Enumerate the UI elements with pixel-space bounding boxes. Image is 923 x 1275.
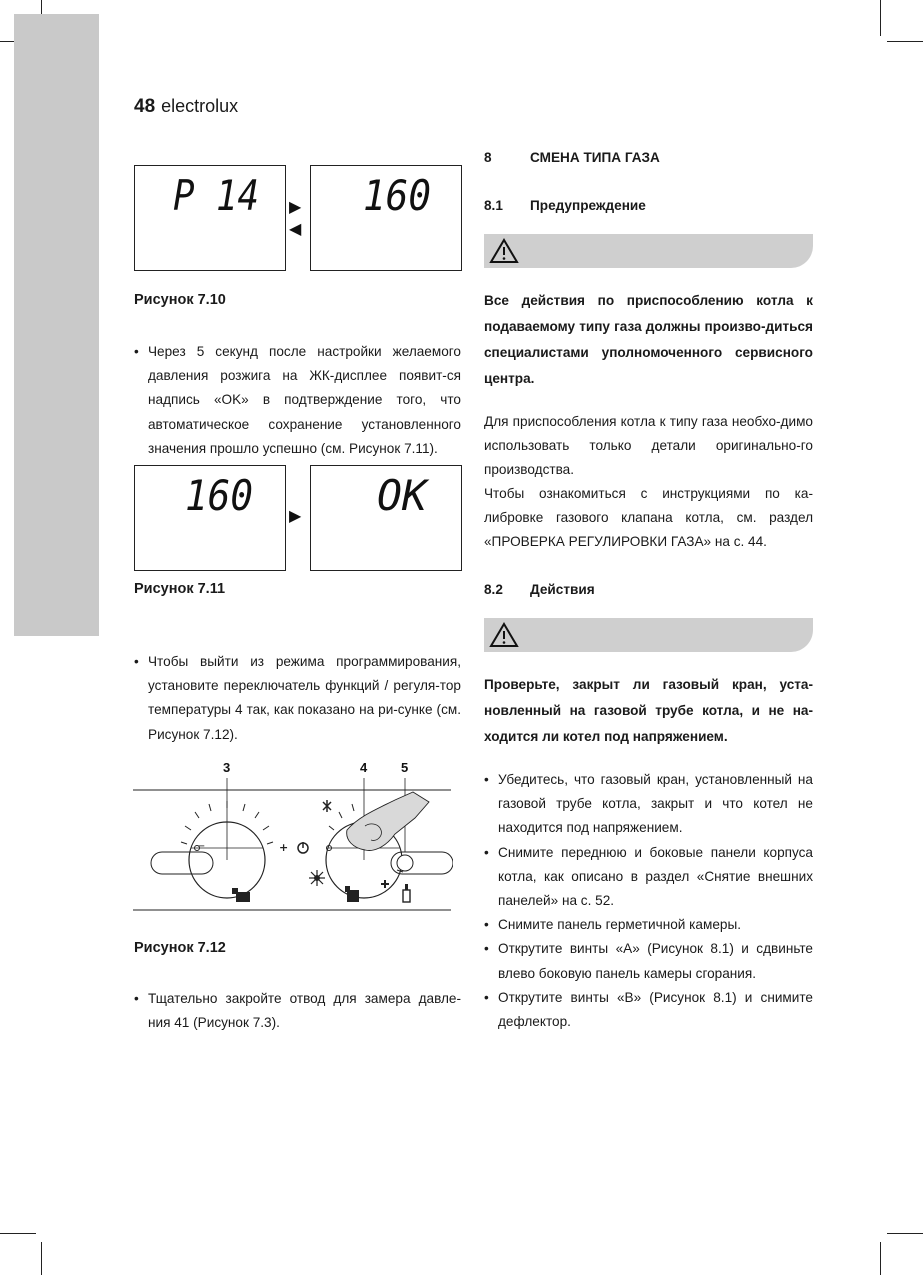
tap-icon bbox=[232, 888, 250, 902]
callout-label-5: 5 bbox=[401, 760, 409, 775]
lcd-display-left bbox=[134, 165, 286, 271]
control-panel-diagram bbox=[133, 756, 453, 921]
bullet-paragraph bbox=[134, 650, 461, 747]
arrow-right-icon: ▶ bbox=[289, 508, 302, 525]
lcd-value: OK bbox=[377, 471, 430, 520]
lcd-display-left bbox=[134, 465, 286, 571]
reset-button-dot bbox=[397, 855, 413, 871]
section-number: 8 bbox=[484, 150, 492, 165]
figure-caption: Рисунок 7.11 bbox=[134, 581, 226, 597]
lcd-value: 160 bbox=[185, 471, 253, 520]
section-title: Предупреждение bbox=[530, 198, 646, 213]
subsection-heading bbox=[484, 582, 595, 597]
crop-mark bbox=[880, 0, 881, 36]
radiator-icon bbox=[345, 886, 359, 902]
callout-label-4: 4 bbox=[360, 760, 368, 775]
action-list bbox=[484, 768, 813, 1034]
arrow-right-icon: ▶ bbox=[289, 199, 302, 216]
brand-name: electrolux bbox=[161, 96, 239, 116]
list-item: • Открутите винты «А» (Рисунок 8.1) и сдвиньте влево боковую панель камеры сгорания. bbox=[484, 937, 813, 985]
warning-icon bbox=[489, 238, 519, 264]
crop-mark bbox=[41, 1242, 42, 1275]
subsection-heading bbox=[484, 198, 646, 213]
lcd-display-right bbox=[310, 465, 462, 571]
figure-caption: Рисунок 7.10 bbox=[134, 292, 226, 308]
temperature-knob bbox=[181, 801, 288, 898]
list-item: • Через 5 секунд после настройки желаемого давления розжига на ЖК-дисплее появит-ся надпись «OK» в подтверждение того, что автоматическое сохранение установленного значения прошло успешно (см. Рисунок 7.11). bbox=[134, 340, 461, 461]
list-item: • Убедитесь, что газовый кран, установленный на газовой трубе котла, закрыт и что котел не находится под напряжением. bbox=[484, 768, 813, 841]
warning-text: Все действия по приспособлению котла к подаваемому типу газа должны произво-диться специалистами уполномоченного сервисного центра. bbox=[484, 293, 813, 386]
list-item: • Снимите переднюю и боковые панели корпуса котла, как описано в раздел «Снятие внешних панелей» на с. 52. bbox=[484, 841, 813, 914]
plus-icon bbox=[381, 880, 389, 888]
warning-text: Проверьте, закрыт ли газовый кран, уста-новленный на газовой трубе котла, и не на-ходится ли котел под напряжением. bbox=[484, 677, 813, 744]
page-header bbox=[134, 96, 238, 118]
list-item: • Открутите винты «В» (Рисунок 8.1) и снимите дефлектор. bbox=[484, 986, 813, 1034]
section-number: 8.2 bbox=[484, 582, 503, 597]
crop-mark bbox=[887, 41, 923, 42]
bottle-icon bbox=[403, 884, 410, 902]
warning-icon bbox=[489, 622, 519, 648]
bullet-paragraph bbox=[134, 987, 461, 1035]
svg-text:−: − bbox=[197, 841, 206, 852]
crop-mark bbox=[880, 1242, 881, 1275]
power-icon bbox=[298, 842, 308, 853]
sun-icon bbox=[309, 870, 325, 886]
crop-mark bbox=[887, 1233, 923, 1234]
left-button bbox=[151, 852, 213, 874]
arrow-left-icon: ◀ bbox=[289, 221, 302, 238]
list-item: • Чтобы выйти из режима программирования, установите переключатель функций / регуля-тор температуры 4 так, как показано на ри-сунке (см. Рисунок 7.12). bbox=[134, 650, 461, 747]
warning-bar bbox=[484, 618, 813, 652]
callout-label-3: 3 bbox=[223, 760, 231, 775]
svg-text:+: + bbox=[279, 841, 289, 854]
paragraph: Чтобы ознакомиться с инструкциями по ка-либровке газового клапана котла, см. раздел «ПРОВЕРКА РЕГУЛИРОВКИ ГАЗА» на с. 44. bbox=[484, 486, 813, 550]
section-title: СМЕНА ТИПА ГАЗА bbox=[530, 150, 660, 165]
snowflake-icon bbox=[323, 800, 331, 812]
section-title: Действия bbox=[530, 582, 595, 597]
lcd-value: P 14 bbox=[173, 171, 259, 220]
list-item: • Снимите панель герметичной камеры. bbox=[484, 913, 813, 937]
crop-mark bbox=[0, 1233, 36, 1234]
figure-caption: Рисунок 7.12 bbox=[134, 940, 226, 956]
lcd-value: 160 bbox=[363, 171, 431, 220]
warning-bar bbox=[484, 234, 813, 268]
hand-icon bbox=[347, 792, 429, 850]
bullet-paragraph bbox=[134, 340, 461, 461]
page-number: 48 bbox=[134, 96, 156, 117]
section-number: 8.1 bbox=[484, 198, 503, 213]
section-heading bbox=[484, 150, 660, 165]
lcd-display-right bbox=[310, 165, 462, 271]
side-tab bbox=[14, 14, 99, 636]
list-item: • Тщательно закройте отвод для замера давле-ния 41 (Рисунок 7.3). bbox=[134, 987, 461, 1035]
paragraph: Для приспособления котла к типу газа необхо-димо использовать только детали оригинально-го производства. bbox=[484, 414, 813, 478]
